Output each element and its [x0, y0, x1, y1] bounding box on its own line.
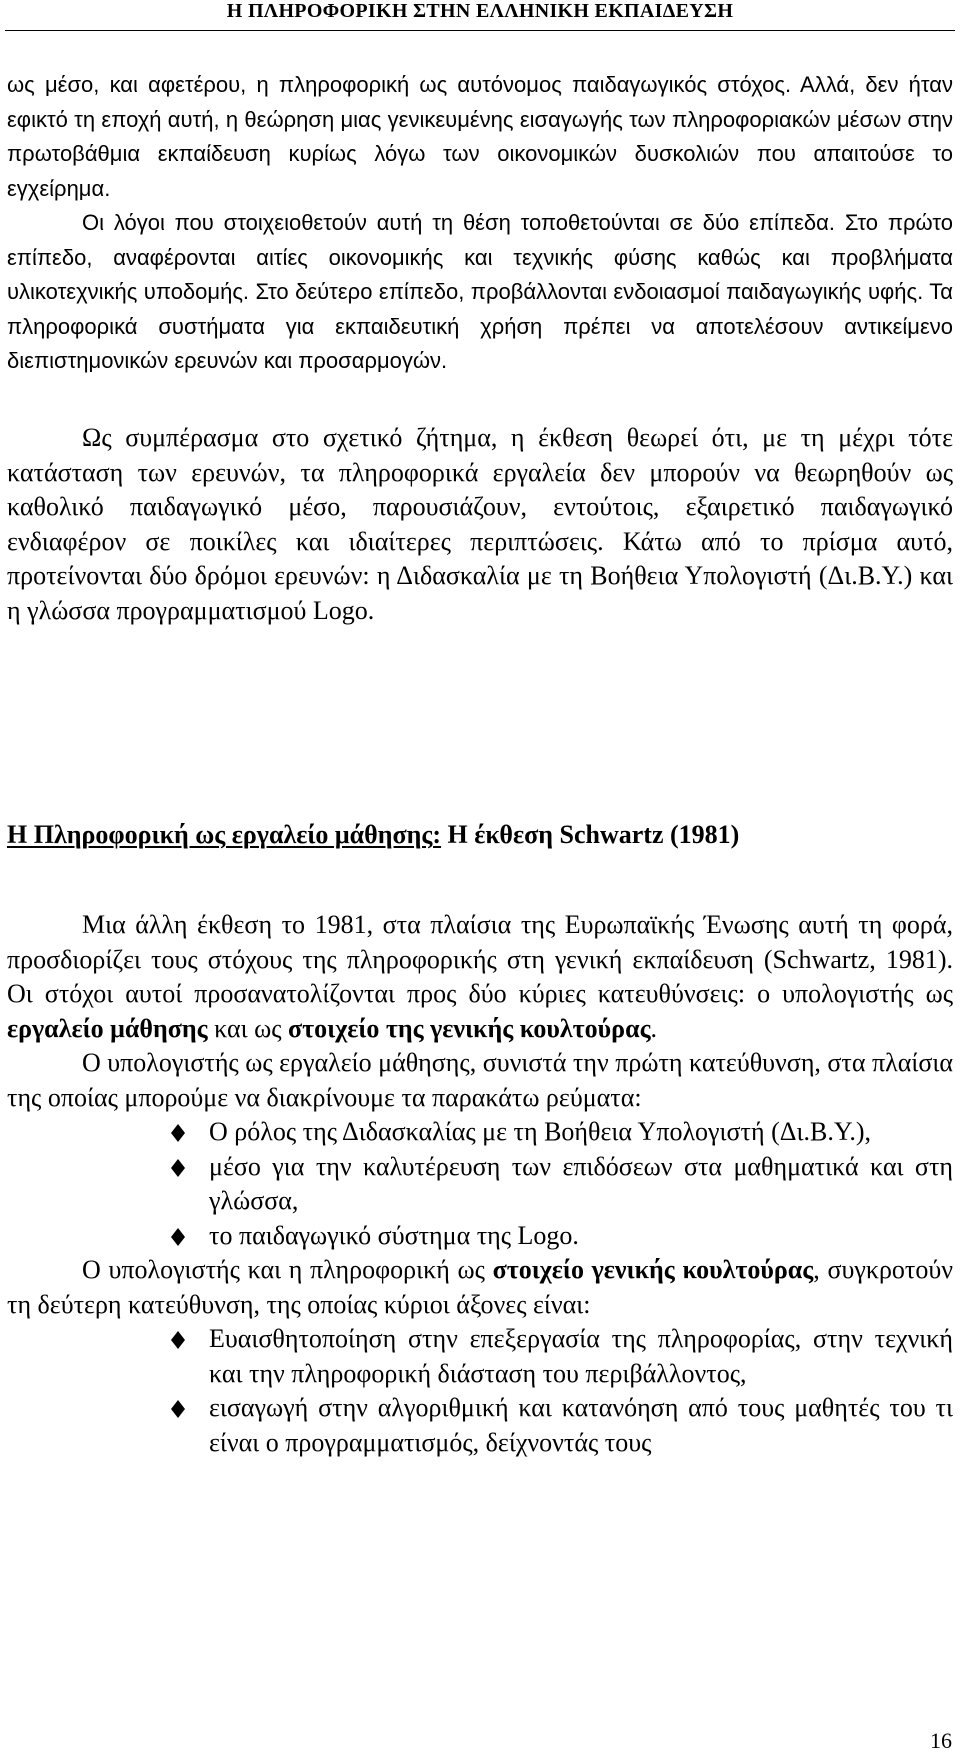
section-heading — [7, 818, 953, 852]
bold-term-general-culture: στοιχείο της γενικής κουλτούρας — [288, 1013, 651, 1043]
section-paragraph-3: Ο υπολογιστής και η πληροφορική ως στοιχείο γενικής κουλτούρας, συγκροτούν τη δεύτερη κατεύθυνση, της οποίας κύριοι άξονες είναι: — [7, 1255, 953, 1319]
bullet-list-2 — [7, 1322, 953, 1460]
list-item: μέσο για την καλυτέρευση των επιδόσεων στα μαθηματικά και στη γλώσσα, — [7, 1150, 953, 1219]
paragraph-2: Οι λόγοι που στοιχειοθετούν αυτή τη θέση τοποθετούνται σε δύο επίπεδα. Στο πρώτο επίπεδο, αναφέρονται αιτίες οικονομικής και τεχνικής φύσης καθώς και προβλήματα υλικοτεχνικής υποδομής. Στο δεύτερο επίπεδο, προβάλλονται ενδοιασμοί παιδαγωγικής υφής. Τα πληροφορικά συστήματα για εκπαιδευτική χρήση πρέπει να αποτελέσουν αντικείμενο διεπιστημονικών ερευνών και προσαρμογών. — [7, 210, 953, 373]
diamond-bullet-icon — [171, 1331, 185, 1349]
section-heading-underlined: Η Πληροφορική ως εργαλείο μάθησης: — [7, 820, 442, 849]
section-paragraph-1: Μια άλλη έκθεση το 1981, στα πλαίσια της Ευρωπαϊκής Ένωσης αυτή τη φορά, προσδιορίζει τους στόχους της πληροφορικής στη γενική εκπαίδευση (Schwartz, 1981). Οι στόχοι αυτοί προσανατολίζονται προς δύο κύριες κατευθύνσεις: ο υπολογιστής ως εργαλείο μάθησης και ως στοιχείο της γενικής κουλτούρας. — [7, 910, 953, 1043]
list-item: Ο ρόλος της Διδασκαλίας με τη Βοήθεια Υπολογιστή (Δι.Β.Υ.), — [7, 1115, 953, 1150]
paragraph-1: ως μέσο, και αφετέρου, η πληροφορική ως αυτόνομος παιδαγωγικός στόχος. Αλλά, δεν ήταν εφικτό τη εποχή αυτή, η θεώρηση μιας γενικευμένης εισαγωγής των πληροφοριακών μέσων στην πρωτοβάθμια εκπαίδευση κυρίως λόγω των οικονομικών δυσκολιών που απαιτούσε το εγχείρημα. — [7, 72, 953, 201]
diamond-bullet-icon — [171, 1228, 185, 1246]
header-rule — [5, 30, 955, 31]
section-heading-rest: Η έκθεση Schwartz (1981) — [441, 820, 740, 849]
running-header: Η ΠΛΗΡΟΦΟΡΙΚΗ ΣΤΗΝ ΕΛΛΗΝΙΚΗ ΕΚΠΑΙΔΕΥΣΗ — [226, 0, 734, 22]
list-item: το παιδαγωγικό σύστημα της Logo. — [7, 1219, 953, 1254]
diamond-bullet-icon — [171, 1159, 185, 1177]
diamond-bullet-icon — [171, 1400, 185, 1418]
section-paragraph-2: Ο υπολογιστής ως εργαλείο μάθησης, συνιστά την πρώτη κατεύθυνση, στα πλαίσια της οποίας μπορούμε να διακρίνουμε τα παρακάτω ρεύματα: — [7, 1048, 953, 1112]
bold-term-general-culture-2: στοιχείο γενικής κουλτούρας — [492, 1255, 814, 1284]
intro-text — [7, 68, 953, 379]
conclusion-text — [7, 421, 953, 628]
bullet-list-1 — [7, 1115, 953, 1253]
section-body — [7, 908, 953, 1460]
list-item: εισαγωγή στην αλγοριθμική και κατανόηση από τους μαθητές του τι είναι ο προγραμματισμός, δείχνοντάς τους — [7, 1391, 953, 1460]
list-item: Ευαισθητοποίηση στην επεξεργασία της πληροφορίας, στην τεχνική και την πληροφορική διάσταση του περιβάλλοντος, — [7, 1322, 953, 1391]
paragraph-3: Ως συμπέρασμα στο σχετικό ζήτημα, η έκθεση θεωρεί ότι, με τη μέχρι τότε κατάσταση των ερευνών, τα πληροφορικά εργαλεία δεν μπορούν να θεωρηθούν ως καθολικό παιδαγωγικό μέσο, παρουσιάζουν, εντούτοις, εξαιρετικό παιδαγωγικό ενδιαφέρον σε ποικίλες και ιδιαίτερες περιπτώσεις. Κάτω από το πρίσμα αυτό, προτείνονται δύο δρόμοι ερευνών: η Διδασκαλία με τη Βοήθεια Υπολογιστή (Δι.Β.Υ.) και η γλώσσα προγραμματισμού Logo. — [7, 423, 953, 625]
diamond-bullet-icon — [171, 1124, 185, 1142]
bold-term-learning-tool: εργαλείο μάθησης — [7, 1013, 208, 1043]
page-number: 16 — [930, 1728, 952, 1753]
